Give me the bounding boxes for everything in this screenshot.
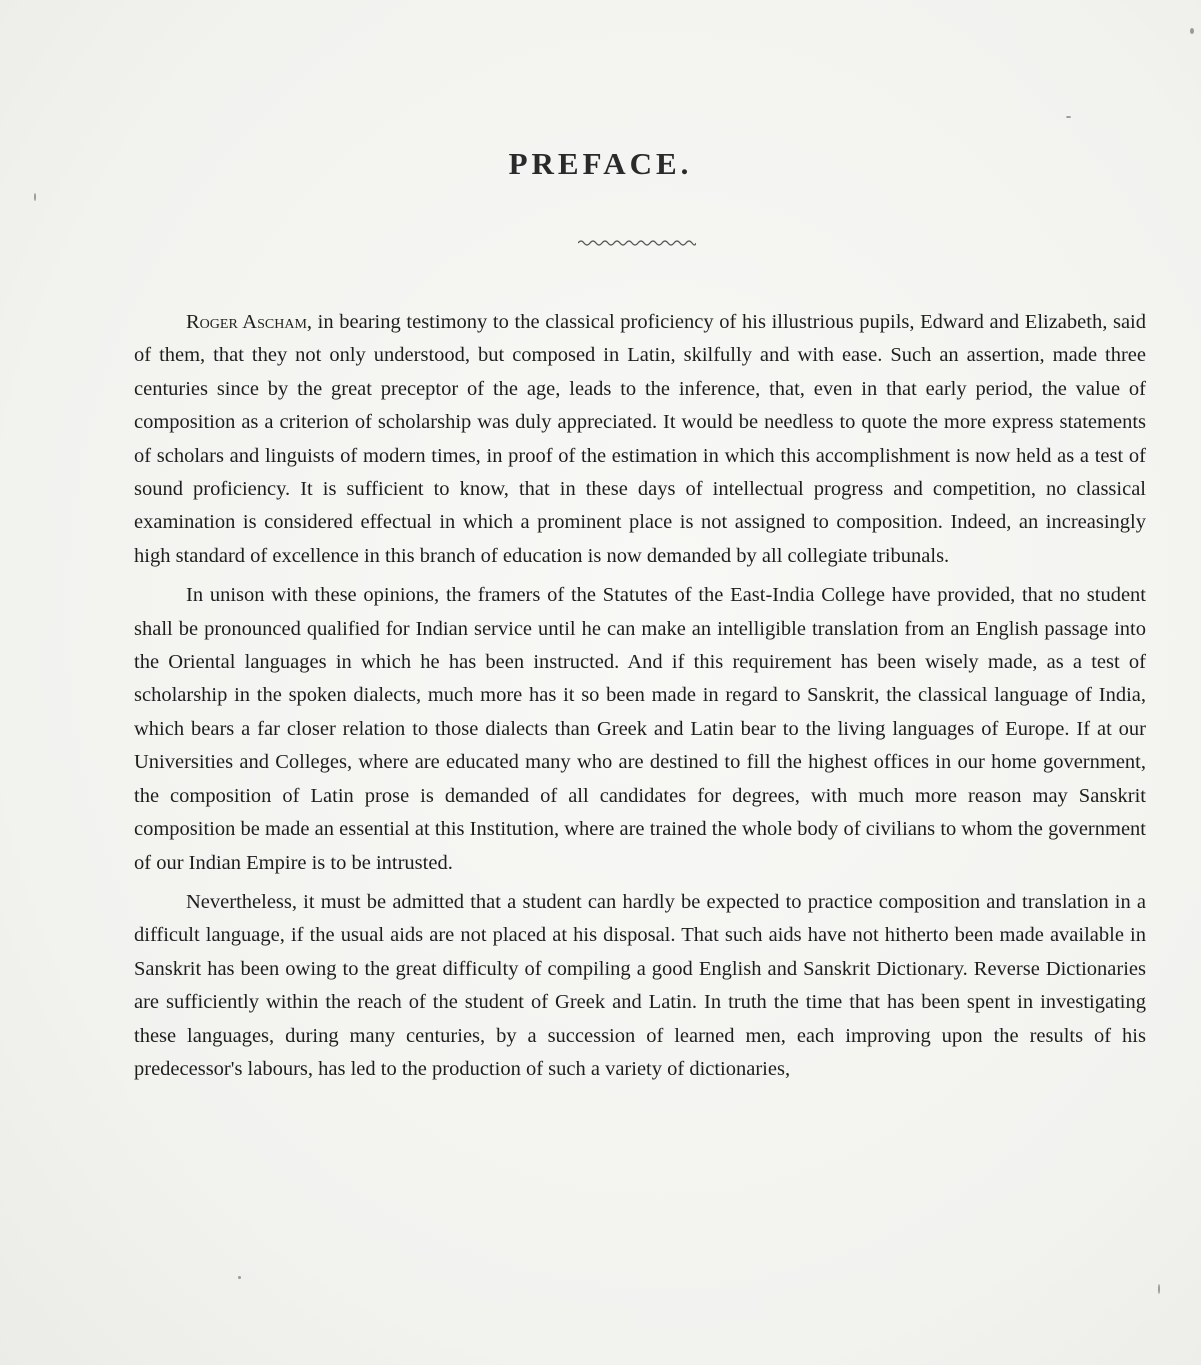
- decorative-wavy-rule: [578, 238, 696, 248]
- paragraph-3-text: Nevertheless, it must be admitted that a student can hardly be expected to practice composition and translation in a difficult language, if the usual aids are not placed at his disposal. That such aids have not hitherto been made available in Sanskrit has been owing to the great difficulty of compiling a good English and Sanskrit Dictionary. Reverse Dictionaries are sufficiently within the reach of the student of Greek and Latin. In truth the time that has been spent in investigating these languages, during many centuries, by a succession of learned men, each improving upon the results of his predecessor's labours, has led to the production of such a variety of dictionaries,: [134, 890, 1146, 1080]
- paragraph-1-lead: Roger Ascham: [186, 311, 307, 333]
- scan-speck: [1066, 116, 1071, 118]
- preface-body: [134, 306, 1146, 1092]
- paragraph-3: [134, 886, 1146, 1086]
- paragraph-2-text: In unison with these opinions, the framers of the Statutes of the East-India College have provided, that no student shall be pronounced qualified for Indian service until he can make an intelligible translation from an English passage into the Oriental languages in which he has been instructed. And if this requirement has been wisely made, as a test of scholarship in the spoken dialects, much more has it so been made in regard to Sanskrit, the classical language of India, which bears a far closer relation to those dialects than Greek and Latin bear to the living languages of Europe. If at our Universities and Colleges, where are educated many who are destined to fill the highest offices in our home government, the composition of Latin prose is demanded of all candidates for degrees, with much more reason may Sanskrit composition be made an essential at this Institution, where are trained the whole body of civilians to whom the government of our Indian Empire is to be intrusted.: [134, 584, 1146, 874]
- paragraph-1: [134, 306, 1146, 573]
- page-title: PREFACE.: [508, 146, 693, 181]
- paragraph-2: [134, 579, 1146, 880]
- scan-speck: [1158, 1284, 1160, 1294]
- scan-speck: [34, 193, 36, 201]
- scan-speck: [238, 1276, 241, 1279]
- scan-speck: [1190, 28, 1194, 34]
- paragraph-1-text: , in bearing testimony to the classical proficiency of his illustrious pupils, Edward and Elizabeth, said of them, that they not only understood, but composed in Latin, skilfully and with ease. Such an assertion, made three centuries since by the great preceptor of the age, leads to the inference, that, even in that early period, the value of composition as a criterion of scholarship was duly appreciated. It would be needless to quote the more express statements of scholars and linguists of modern times, in proof of the estimation in which this accomplishment is now held as a test of sound proficiency. It is sufficient to know, that in these days of intellectual progress and competition, no classical examination is considered effectual in which a prominent place is not assigned to composition. Indeed, an increasingly high standard of excellence in this branch of education is now demanded by all collegiate tribunals.: [134, 311, 1147, 567]
